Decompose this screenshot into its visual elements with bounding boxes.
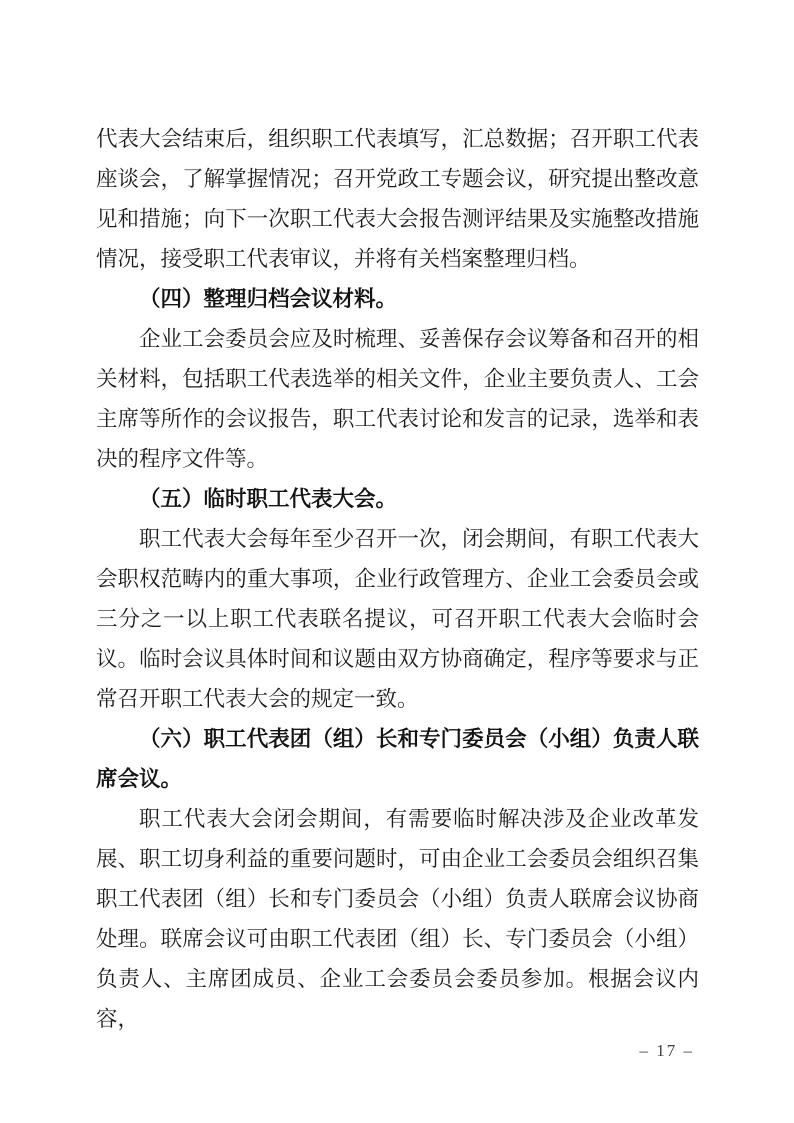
document-body: [96, 119, 699, 1039]
page-number: – 17 –: [639, 1041, 694, 1060]
section-heading-five: （五）临时职工代表大会。: [139, 487, 398, 511]
paragraph-interim-congress: 职工代表大会每年至少召开一次，闭会期间，有职工代表大会职权范畴内的重大事项，企业行政管理方、企业工会委员会或三分之一以上职工代表联名提议，可召开职工代表大会临时会议。临时会议具体时间和议题由双方协商确定，程序等要求与正常召开职工代表大会的规定一致。: [96, 527, 699, 711]
section-heading-six: （六）职工代表团（组）长和专门委员会（小组）负责人联席会议。: [96, 727, 699, 791]
paragraph-joint-meeting: 职工代表大会闭会期间，有需要临时解决涉及企业改革发展、职工切身利益的重要问题时，可由企业工会委员会组织召集职工代表团（组）长和专门委员会（小组）负责人联席会议协商处理。联席会议可由职工代表团（组）长、专门委员会（小组）负责人、主席团成员、企业工会委员会委员参加。根据会议内容，: [96, 807, 699, 1031]
section-heading-four: （四）整理归档会议材料。: [139, 287, 398, 311]
paragraph-assessment-followup: 代表大会结束后，组织职工代表填写，汇总数据；召开职工代表座谈会，了解掌握情况；召开党政工专题会议，研究提出整改意见和措施；向下一次职工代表大会报告测评结果及实施整改措施情况，接受职工代表审议，并将有关档案整理归档。: [96, 127, 699, 271]
paragraph-archive-materials: 企业工会委员会应及时梳理、妥善保存会议筹备和召开的相关材料，包括职工代表选举的相关文件，企业主要负责人、工会主席等所作的会议报告，职工代表讨论和发言的记录，选举和表决的程序文件等。: [96, 327, 699, 471]
